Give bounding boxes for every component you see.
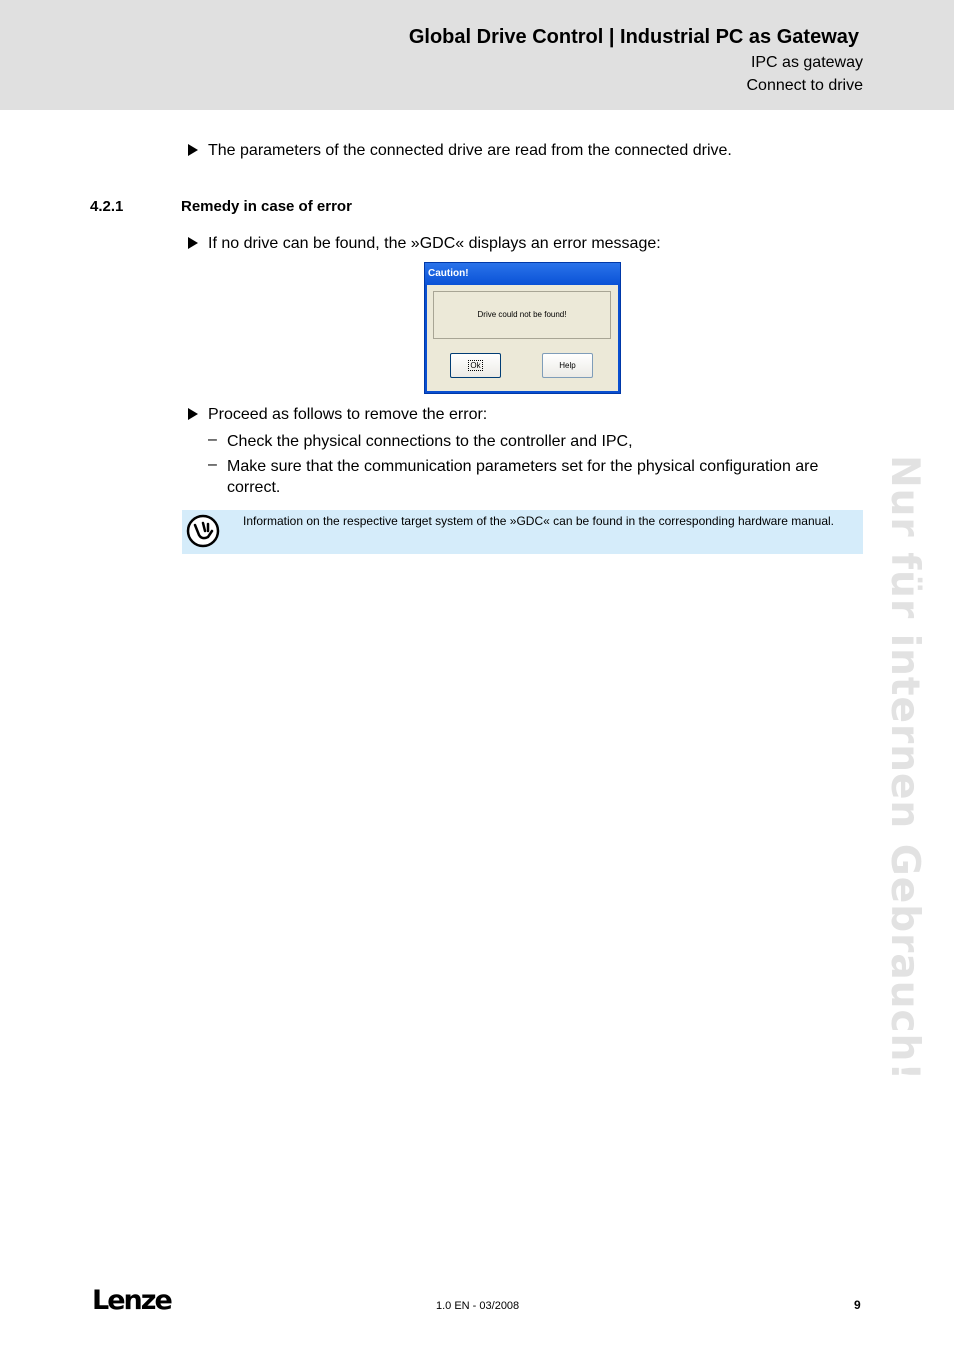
header-title: Global Drive Control | Industrial PC as Gateway [408, 26, 859, 48]
header-subtitle-1: IPC as gateway [750, 54, 863, 71]
dash-text: Make sure that the communication parameters set for the physical configuration are correct. [227, 458, 819, 496]
bullet-arrow-icon [188, 237, 198, 249]
bullet-arrow-icon [188, 408, 198, 420]
bullet-text: Proceed as follows to remove the error: [208, 406, 488, 423]
bullet-item [188, 406, 487, 424]
header-subtitle-2: Connect to drive [746, 77, 863, 94]
help-button[interactable]: Help [542, 353, 593, 378]
dialog-title: Caution! [425, 263, 620, 285]
bullet-text: The parameters of the connected drive are read from the connected drive. [208, 142, 732, 159]
page-header [0, 0, 954, 110]
bullet-arrow-icon [188, 144, 198, 156]
ok-button[interactable] [450, 353, 501, 378]
info-text: Information on the respective target system of the »GDC« can be found in the corresponding hardware manual. [243, 514, 834, 528]
tip-hand-icon [186, 514, 220, 548]
lenze-logo: Lenze [92, 1285, 171, 1316]
dash-symbol: – [208, 456, 217, 473]
bullet-item [188, 142, 732, 160]
dialog-message: Drive could not be found! [433, 291, 611, 339]
info-box [182, 510, 863, 554]
section-title: Remedy in case of error [181, 198, 352, 215]
bullet-item [188, 235, 661, 253]
dialog-body [427, 285, 618, 391]
watermark: Nur für internen Gebrauch! [882, 455, 927, 1082]
dash-symbol: – [208, 431, 217, 448]
caution-dialog [424, 262, 621, 394]
footer-version: 1.0 EN - 03/2008 [436, 1300, 520, 1312]
section-number: 4.2.1 [90, 198, 124, 215]
ok-button-label: Ok [470, 360, 481, 370]
bullet-text: If no drive can be found, the »GDC« displays an error message: [208, 235, 661, 252]
page-number: 9 [854, 1298, 861, 1312]
dash-text: Check the physical connections to the controller and IPC, [227, 433, 633, 450]
